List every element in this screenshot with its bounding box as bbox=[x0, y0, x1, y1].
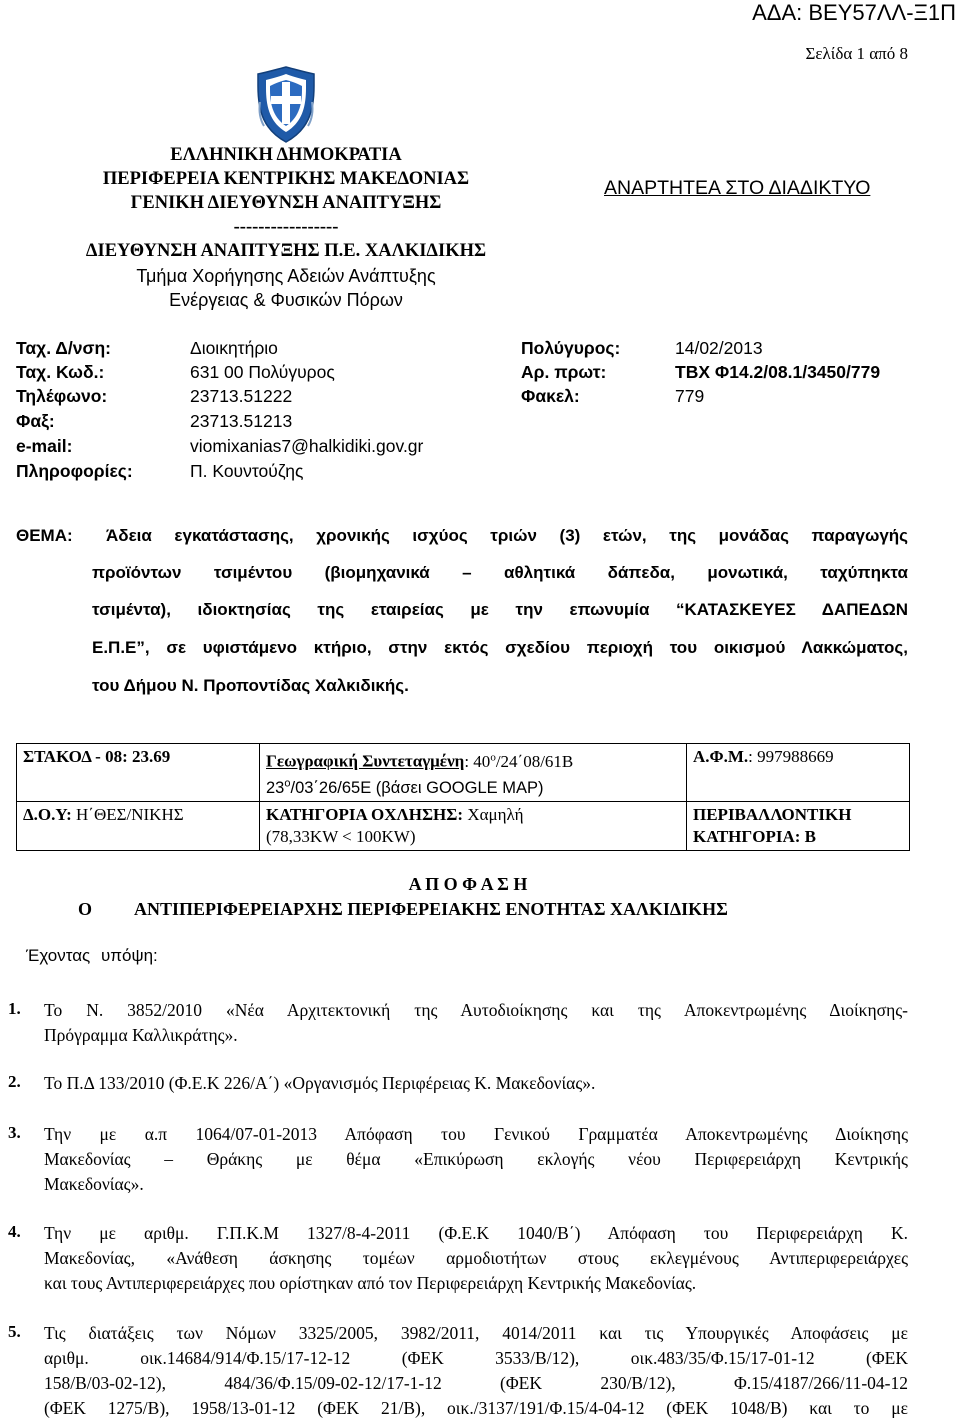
greek-coat-of-arms-icon bbox=[254, 66, 318, 144]
authority-separator: ----------------- bbox=[233, 217, 339, 237]
authority-line: Τμήμα Χορήγησης Αδειών Ανάπτυξης bbox=[136, 266, 436, 286]
list-item-number: 4. bbox=[8, 1222, 21, 1241]
internet-posting-notice: ΑΝΑΡΤΗΤΕΑ ΣΤΟ ΔΙΑΔΙΚΤΥΟ bbox=[604, 177, 871, 199]
stakod-cell: ΣΤΑΚΟΔ - 08: 23.69 bbox=[17, 744, 260, 802]
list-item-number: 5. bbox=[8, 1322, 21, 1341]
email-label: e-mail: bbox=[16, 436, 73, 456]
authority-line: ΓΕΝΙΚΗ ΔΙΕΥΘΥΝΣΗ ΑΝΑΠΤΥΞΗΣ bbox=[130, 193, 442, 213]
info-value: Π. Κουντούζης bbox=[190, 461, 304, 481]
list-item-line: Το Π.Δ 133/2010 (Φ.Ε.Κ 226/Α΄) «Οργανισμός Περιφέρειας Κ. Μακεδονίας». bbox=[44, 1073, 596, 1093]
phone-value: 23713.51222 bbox=[190, 386, 293, 406]
fax-label: Φαξ: bbox=[16, 411, 55, 431]
list-item-line: 158/Β/03-02-12), 484/36/Φ.15/09-02-12/17-1-12 (ΦΕΚ 230/Β/12), Φ.15/4187/266/11-04-12 bbox=[44, 1373, 908, 1393]
subject-line: προϊόντων τσιμέντου (βιομηχανικά – αθλητικά δάπεδα, μονωτικά, ταχύπηκτα bbox=[92, 563, 908, 582]
list-item-line: (ΦΕΚ 1275/Β), 1958/13-01-12 (ΦΕΚ 21/Β), οικ./3137/191/Φ.15/4-04-12 (ΦΕΚ 1048/Β) και το με bbox=[44, 1398, 908, 1418]
list-item-line: Πρόγραμμα Καλλικράτης». bbox=[44, 1025, 238, 1045]
list-item-line: Μακεδονίας, «Ανάθεση άσκησης τομέων αρμοδιοτήτων στους εκλεγμένους Αντιπεριφερειάρχες bbox=[44, 1248, 908, 1268]
postcode-value: 631 00 Πολύγυρος bbox=[190, 362, 335, 382]
subject-label: ΘΕΜΑ: bbox=[16, 526, 73, 545]
list-item bbox=[44, 1071, 908, 1096]
info-table bbox=[16, 743, 910, 851]
list-item bbox=[44, 1221, 908, 1296]
list-item-line: Το Ν. 3852/2010 «Νέα Αρχιτεκτονική της Αυτοδιοίκησης και της Αποκεντρωμένης Διοίκησης- bbox=[44, 1000, 908, 1020]
fax-value: 23713.51213 bbox=[190, 411, 293, 431]
list-item bbox=[44, 1321, 908, 1421]
page-number: Σελίδα 1 από 8 bbox=[805, 44, 908, 63]
list-item-line: Τις διατάξεις των Νόμων 3325/2005, 3982/2011, 4014/2011 και τις Υπουργικές Αποφάσεις με bbox=[44, 1323, 908, 1343]
list-item-number: 2. bbox=[8, 1072, 21, 1091]
authority-line: ΕΛΛΗΝΙΚΗ ΔΗΜΟΚΡΑΤΙΑ bbox=[170, 145, 402, 165]
file-value: 779 bbox=[675, 386, 705, 406]
env-category-cell: ΠΕΡΙΒΑΛΛΟΝΤΙΚΗ ΚΑΤΗΓΟΡΙΑ: Β bbox=[687, 802, 910, 851]
place-label: Πολύγυρος: bbox=[521, 338, 621, 358]
decision-o: Ο bbox=[78, 899, 93, 919]
authority-line: ΔΙΕΥΘΥΝΣΗ ΑΝΑΠΤΥΞΗΣ Π.Ε. ΧΑΛΚΙΔΙΚΗΣ bbox=[85, 241, 487, 261]
list-item-line: Μακεδονίας». bbox=[44, 1174, 144, 1194]
subject-line: Ε.Π.Ε”, σε υφιστάμενο κτήριο, στην εκτός σχεδίου περιοχή του οικισμού Λακκώματος, bbox=[92, 638, 908, 657]
subject-line: του Δήμου Ν. Προποντίδας Χαλκιδικής. bbox=[92, 676, 409, 695]
subject-line: Άδεια εγκατάστασης, χρονικής ισχύος τριών (3) ετών, της μονάδας παραγωγής bbox=[106, 526, 908, 545]
afm-cell: Α.Φ.Μ.: 997988669 bbox=[687, 744, 910, 802]
list-item-line: αριθμ. οικ.14684/914/Φ.15/17-12-12 (ΦΕΚ 3533/Β/12), οικ.483/35/Φ.15/17-01-12 (ΦΕΚ bbox=[44, 1348, 908, 1368]
protocol-label: Αρ. πρωτ: bbox=[521, 362, 607, 382]
nuisance-cell: ΚΑΤΗΓΟΡΙΑ ΟΧΛΗΣΗΣ: Χαμηλή (78,33KW < 100KW) bbox=[260, 802, 687, 851]
authority-line: Ενέργειας & Φυσικών Πόρων bbox=[169, 290, 403, 310]
list-item bbox=[44, 1122, 908, 1197]
postcode-label: Ταχ. Κωδ.: bbox=[16, 362, 105, 382]
list-item-number: 3. bbox=[8, 1123, 21, 1142]
list-item-line: Την με αριθμ. Γ.Π.Κ.Μ 1327/8-4-2011 (Φ.Ε.Κ 1040/Β΄) Απόφαση του Περιφερειάρχη Κ. bbox=[44, 1223, 908, 1243]
subject-line: τσιμέντα), ιδιοκτησίας της εταιρείας με την επωνυμία “ΚΑΤΑΣΚΕΥΕΣ ΔΑΠΕΔΩΝ bbox=[92, 600, 908, 619]
authority-line: ΠΕΡΙΦΕΡΕΙΑ ΚΕΝΤΡΙΚΗΣ ΜΑΚΕΔΟΝΙΑΣ bbox=[102, 169, 470, 189]
ada-code: ΑΔΑ: ΒΕΥ57ΛΛ-Ξ1Π bbox=[752, 0, 956, 25]
list-item-line: Την με α.π 1064/07-01-2013 Απόφαση του Γενικού Γραμματέα Αποκεντρωμένης Διοίκησης bbox=[44, 1124, 908, 1144]
protocol-value: ΤΒΧ Φ14.2/08.1/3450/779 bbox=[675, 362, 881, 382]
list-item-line: και τους Αντιπεριφερειάρχες που ορίστηκαν από τον Περιφερειάρχη Κεντρικής Μακεδονίας. bbox=[44, 1273, 697, 1293]
address-label: Ταχ. Δ/νση: bbox=[16, 338, 111, 358]
list-item bbox=[44, 998, 908, 1048]
considering-heading: Έχοντας υπόψη: bbox=[26, 946, 158, 965]
list-item-number: 1. bbox=[8, 999, 21, 1018]
decision-title: Α Π Ο Φ Α Σ Η bbox=[408, 874, 528, 894]
email-value: viomixanias7@halkidiki.gov.gr bbox=[190, 436, 424, 456]
doy-cell: Δ.Ο.Υ: Η΄ΘΕΣ/ΝΙΚΗΣ bbox=[17, 802, 260, 851]
phone-label: Τηλέφωνο: bbox=[16, 386, 108, 406]
address-value: Διοικητήριο bbox=[190, 338, 278, 358]
date-value: 14/02/2013 bbox=[675, 338, 763, 358]
decision-issuer: ΑΝΤΙΠΕΡΙΦΕΡΕΙΑΡΧΗΣ ΠΕΡΙΦΕΡΕΙΑΚΗΣ ΕΝΟΤΗΤΑΣ ΧΑΛΚΙΔΙΚΗΣ bbox=[134, 899, 728, 919]
file-label: Φακελ: bbox=[521, 386, 580, 406]
info-label: Πληροφορίες: bbox=[16, 461, 133, 481]
geo-cell: Γεωγραφική Συντεταγμένη: $40^o/24΄08/61B$ $23^o/03΄26/65E$ (βάσει GOOGLE MAP) bbox=[260, 744, 687, 802]
list-item-line: Μακεδονίας – Θράκης με θέμα «Επικύρωση εκλογής νέου Περιφερειάρχη Κεντρικής bbox=[44, 1149, 908, 1169]
